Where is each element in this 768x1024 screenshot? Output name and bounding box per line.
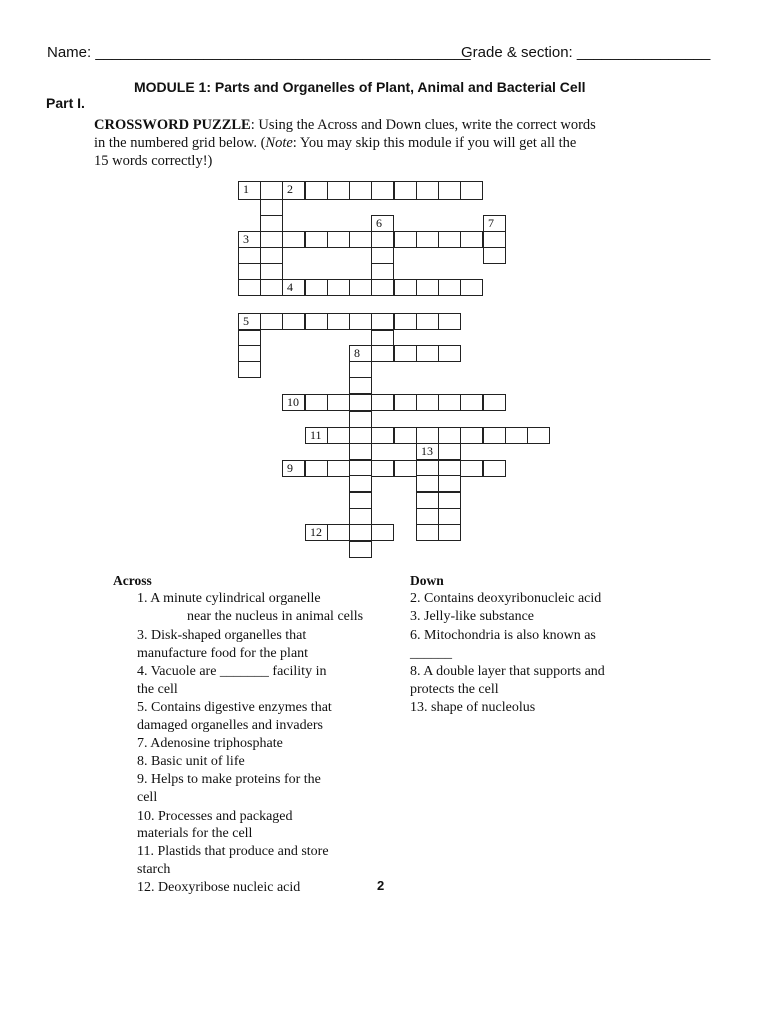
crossword-cell[interactable] bbox=[438, 394, 461, 411]
crossword-cell[interactable] bbox=[394, 181, 417, 200]
crossword-cell[interactable] bbox=[305, 181, 328, 200]
crossword-cell[interactable] bbox=[438, 475, 461, 492]
across-clue-line: 10. Processes and packaged bbox=[137, 809, 293, 824]
crossword-cell[interactable] bbox=[371, 263, 394, 280]
down-clue-line: 8. A double layer that supports and bbox=[410, 664, 605, 679]
crossword-cell[interactable] bbox=[349, 313, 372, 330]
down-clue-line: 2. Contains deoxyribonucleic acid bbox=[410, 591, 602, 606]
clue-number-12: 12 bbox=[310, 525, 322, 539]
name-field[interactable]: Name: _____________________________________________ bbox=[47, 44, 471, 61]
crossword-cell[interactable] bbox=[394, 460, 417, 477]
across-clue-line: 5. Contains digestive enzymes that bbox=[137, 700, 332, 715]
crossword-cell[interactable] bbox=[371, 460, 394, 477]
crossword-cell[interactable] bbox=[394, 427, 417, 444]
grade-section-field[interactable]: Grade & section: ________________ bbox=[461, 44, 711, 61]
across-clue-line: materials for the cell bbox=[137, 826, 253, 841]
crossword-cell[interactable] bbox=[438, 492, 461, 509]
clue-number-2: 2 bbox=[287, 182, 293, 196]
across-clue-line: 7. Adenosine triphosphate bbox=[137, 736, 283, 751]
crossword-cell[interactable] bbox=[349, 524, 372, 541]
crossword-cell[interactable] bbox=[327, 279, 350, 296]
crossword-cell[interactable] bbox=[327, 181, 350, 200]
crossword-cell[interactable] bbox=[327, 460, 350, 477]
crossword-cell[interactable] bbox=[349, 377, 372, 394]
crossword-cell[interactable] bbox=[349, 361, 372, 378]
crossword-cell[interactable] bbox=[260, 279, 283, 296]
crossword-cell[interactable] bbox=[438, 181, 461, 200]
crossword-cell[interactable] bbox=[260, 247, 283, 264]
crossword-cell[interactable] bbox=[416, 492, 439, 509]
crossword-cell[interactable] bbox=[438, 443, 461, 460]
clue-number-11: 11 bbox=[310, 428, 322, 442]
crossword-cell[interactable] bbox=[349, 394, 372, 411]
across-clue-line: 4. Vacuole are _______ facility in bbox=[137, 664, 327, 679]
crossword-cell[interactable] bbox=[483, 231, 506, 248]
instructions-line2b: : You may skip this module if you will get all the bbox=[292, 135, 577, 151]
crossword-cell[interactable] bbox=[416, 313, 439, 330]
clue-number-13: 13 bbox=[421, 444, 433, 458]
crossword-cell[interactable] bbox=[349, 231, 372, 248]
clue-number-7: 7 bbox=[488, 216, 494, 230]
crossword-cell[interactable] bbox=[438, 524, 461, 541]
crossword-cell[interactable] bbox=[416, 181, 439, 200]
crossword-cell[interactable] bbox=[371, 427, 394, 444]
crossword-cell[interactable] bbox=[305, 394, 328, 411]
instructions-line1: : Using the Across and Down clues, write the correct words bbox=[250, 117, 596, 133]
crossword-cell[interactable] bbox=[416, 508, 439, 525]
crossword-cell[interactable] bbox=[327, 394, 350, 411]
crossword-cell[interactable] bbox=[460, 181, 483, 200]
crossword-cell[interactable] bbox=[305, 231, 328, 248]
crossword-cell[interactable] bbox=[305, 279, 328, 296]
crossword-cell[interactable] bbox=[349, 443, 372, 460]
crossword-cell[interactable] bbox=[394, 279, 417, 296]
across-clue-line: starch bbox=[137, 862, 171, 877]
crossword-cell[interactable] bbox=[349, 475, 372, 492]
crossword-cell[interactable] bbox=[438, 279, 461, 296]
clue-number-1: 1 bbox=[243, 182, 249, 196]
crossword-cell[interactable] bbox=[394, 345, 417, 362]
instructions-line2a: in the numbered grid below. ( bbox=[94, 135, 266, 151]
crossword-cell[interactable] bbox=[260, 231, 283, 248]
crossword-cell[interactable] bbox=[371, 345, 394, 362]
module-title: MODULE 1: Parts and Organelles of Plant, Animal and Bacterial Cell bbox=[134, 79, 586, 95]
crossword-cell[interactable] bbox=[394, 313, 417, 330]
instructions-line3: 15 words correctly!) bbox=[94, 153, 213, 169]
across-clue-line: 9. Helps to make proteins for the bbox=[137, 772, 321, 787]
crossword-cell[interactable] bbox=[394, 231, 417, 248]
crossword-cell[interactable] bbox=[416, 475, 439, 492]
clue-number-3: 3 bbox=[243, 232, 249, 246]
down-clue-line: 6. Mitochondria is also known as bbox=[410, 628, 596, 643]
crossword-cell[interactable] bbox=[349, 492, 372, 509]
crossword-cell[interactable] bbox=[505, 427, 528, 444]
across-clue-line: 11. Plastids that produce and store bbox=[137, 844, 329, 859]
instructions bbox=[94, 116, 684, 170]
crossword-cell[interactable] bbox=[371, 279, 394, 296]
crossword-cell[interactable] bbox=[349, 181, 372, 200]
across-clue-line: cell bbox=[137, 790, 158, 805]
crossword-cell[interactable] bbox=[483, 427, 506, 444]
crossword-cell[interactable] bbox=[238, 247, 261, 264]
crossword-cell[interactable] bbox=[371, 247, 394, 264]
crossword-cell[interactable] bbox=[349, 279, 372, 296]
crossword-cell[interactable] bbox=[305, 460, 328, 477]
crossword-cell[interactable] bbox=[349, 541, 372, 558]
clue-number-10: 10 bbox=[287, 395, 299, 409]
crossword-cell[interactable] bbox=[438, 508, 461, 525]
crossword-cell[interactable] bbox=[260, 263, 283, 280]
crossword-cell[interactable] bbox=[460, 427, 483, 444]
crossword-cell[interactable] bbox=[460, 394, 483, 411]
clue-number-5: 5 bbox=[243, 314, 249, 328]
down-clue-line: protects the cell bbox=[410, 682, 499, 697]
crossword-cell[interactable] bbox=[260, 199, 283, 216]
page-number: 2 bbox=[377, 878, 385, 893]
across-clue-line: the cell bbox=[137, 682, 178, 697]
crossword-cell[interactable] bbox=[305, 313, 328, 330]
crossword-cell[interactable] bbox=[260, 181, 283, 200]
part-label: Part I. bbox=[46, 95, 85, 111]
crossword-cell[interactable] bbox=[238, 279, 261, 296]
crossword-cell[interactable] bbox=[438, 345, 461, 362]
crossword-cell[interactable] bbox=[438, 427, 461, 444]
crossword-cell[interactable] bbox=[483, 394, 506, 411]
crossword-cell[interactable] bbox=[260, 313, 283, 330]
across-clue-line: 3. Disk-shaped organelles that bbox=[137, 628, 307, 643]
crossword-cell[interactable] bbox=[282, 231, 305, 248]
crossword-cell[interactable] bbox=[460, 279, 483, 296]
down-clue-line: ______ bbox=[410, 646, 452, 661]
crossword-cell[interactable] bbox=[371, 231, 394, 248]
crossword-cell[interactable] bbox=[327, 524, 350, 541]
crossword-cell[interactable] bbox=[282, 313, 305, 330]
crossword-cell[interactable] bbox=[238, 345, 261, 362]
crossword-cell[interactable] bbox=[483, 247, 506, 264]
across-clue-line: manufacture food for the plant bbox=[137, 646, 309, 661]
crossword-cell[interactable] bbox=[371, 394, 394, 411]
crossword-cell[interactable] bbox=[527, 427, 550, 444]
crossword-cell[interactable] bbox=[238, 361, 261, 378]
clue-number-8: 8 bbox=[354, 346, 360, 360]
clue-number-9: 9 bbox=[287, 461, 293, 475]
crossword-cell[interactable] bbox=[460, 460, 483, 477]
crossword-cell[interactable] bbox=[394, 394, 417, 411]
down-clue-line: 3. Jelly-like substance bbox=[410, 609, 535, 624]
crossword-cell[interactable] bbox=[349, 427, 372, 444]
crossword-cell[interactable] bbox=[371, 181, 394, 200]
across-clue-line: damaged organelles and invaders bbox=[137, 718, 323, 733]
crossword-cell[interactable] bbox=[349, 411, 372, 428]
crossword-cell[interactable] bbox=[327, 231, 350, 248]
crossword-cell[interactable] bbox=[349, 508, 372, 525]
across-clue-line: 8. Basic unit of life bbox=[137, 754, 245, 769]
across-clue-line: near the nucleus in animal cells bbox=[187, 609, 364, 624]
crossword-cell[interactable] bbox=[460, 231, 483, 248]
instructions-heading: CROSSWORD PUZZLE bbox=[94, 117, 251, 133]
clue-number-6: 6 bbox=[376, 216, 382, 230]
crossword-cell[interactable] bbox=[416, 279, 439, 296]
crossword-cell[interactable] bbox=[416, 524, 439, 541]
crossword-cell[interactable] bbox=[416, 394, 439, 411]
crossword-cell[interactable] bbox=[483, 460, 506, 477]
crossword-cell[interactable] bbox=[327, 313, 350, 330]
across-heading: Across bbox=[113, 573, 152, 588]
instructions-note: Note bbox=[265, 135, 293, 151]
across-clue-line: 12. Deoxyribose nucleic acid bbox=[137, 880, 301, 895]
down-clue-line: 13. shape of nucleolus bbox=[410, 700, 536, 715]
crossword-cell[interactable] bbox=[416, 427, 439, 444]
crossword-cell[interactable] bbox=[416, 231, 439, 248]
clue-number-4: 4 bbox=[287, 280, 293, 294]
down-heading: Down bbox=[410, 573, 444, 588]
crossword-cell[interactable] bbox=[260, 215, 283, 232]
across-clue-line: 1. A minute cylindrical organelle bbox=[137, 591, 321, 606]
crossword-cell[interactable] bbox=[327, 427, 350, 444]
crossword-cell[interactable] bbox=[238, 263, 261, 280]
crossword-cell[interactable] bbox=[371, 524, 394, 541]
crossword-cell[interactable] bbox=[438, 231, 461, 248]
crossword-cell[interactable] bbox=[416, 345, 439, 362]
crossword-cell[interactable] bbox=[438, 313, 461, 330]
crossword-cell[interactable] bbox=[371, 313, 394, 330]
